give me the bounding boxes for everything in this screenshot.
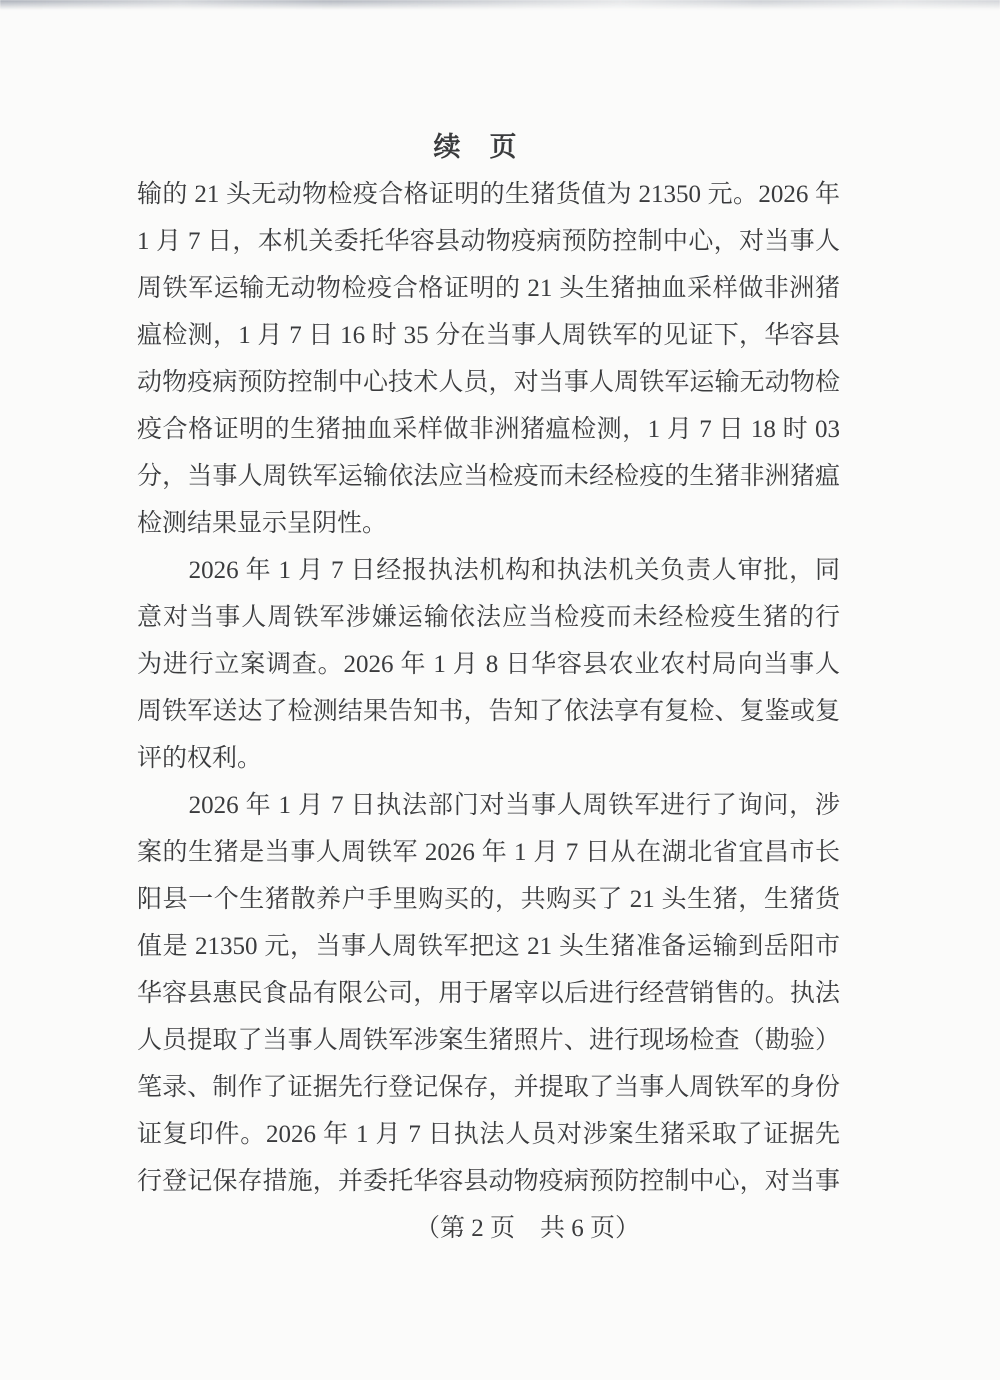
document-text-line: 值是 21350 元，当事人周铁军把这 21 头生猪准备运输到岳阳市 bbox=[137, 933, 840, 960]
document-text-line: 阳县一个生猪散养户手里购买的，共购买了 21 头生猪，生猪货 bbox=[137, 886, 840, 913]
document-text-line: 笔录、制作了证据先行登记保存，并提取了当事人周铁军的身份 bbox=[137, 1074, 840, 1101]
document-text-line: 评的权利。 bbox=[137, 745, 263, 772]
document-text-line: 证复印件。2026 年 1 月 7 日执法人员对涉案生猪采取了证据先 bbox=[137, 1121, 840, 1148]
document-text-line: 2026 年 1 月 7 日经报执法机构和执法机关负责人审批，同 bbox=[137, 557, 840, 584]
document-text-line: 案的生猪是当事人周铁军 2026 年 1 月 7 日从在湖北省宜昌市长 bbox=[137, 839, 840, 866]
document-text-line: 周铁军运输无动物检疫合格证明的 21 头生猪抽血采样做非洲猪 bbox=[137, 275, 840, 302]
document-text-line: 疫合格证明的生猪抽血采样做非洲猪瘟检测，1 月 7 日 18 时 03 bbox=[137, 416, 840, 443]
page-number-footer: （第 2 页 共 6 页） bbox=[414, 1215, 640, 1242]
document-text-line: 动物疫病预防控制中心技术人员，对当事人周铁军运输无动物检 bbox=[137, 369, 840, 396]
document-text-line: 分，当事人周铁军运输依法应当检疫而未经检疫的生猪非洲猪瘟 bbox=[137, 463, 840, 490]
document-text-line: 人员提取了当事人周铁军涉案生猪照片、进行现场检查（勘验） bbox=[137, 1027, 840, 1054]
document-text-line: 行登记保存措施，并委托华容县动物疫病预防控制中心，对当事 bbox=[137, 1168, 840, 1195]
document-body bbox=[137, 171, 840, 1205]
document-text-line: 检测结果显示呈阴性。 bbox=[137, 510, 388, 537]
continuation-page-title: 续 页 bbox=[433, 132, 518, 162]
document-text-line: 1 月 7 日，本机关委托华容县动物疫病预防控制中心，对当事人 bbox=[137, 228, 840, 255]
document-text-line: 为进行立案调查。2026 年 1 月 8 日华容县农业农村局向当事人 bbox=[137, 651, 840, 678]
document-content bbox=[137, 124, 840, 1252]
document-text-line: 2026 年 1 月 7 日执法部门对当事人周铁军进行了询问，涉 bbox=[137, 792, 840, 819]
document-text-line: 华容县惠民食品有限公司，用于屠宰以后进行经营销售的。执法 bbox=[137, 980, 840, 1007]
document-text-line: 意对当事人周铁军涉嫌运输依法应当检疫而未经检疫生猪的行 bbox=[137, 604, 840, 631]
document-text-line: 瘟检测，1 月 7 日 16 时 35 分在当事人周铁军的见证下，华容县 bbox=[137, 322, 840, 349]
document-text-line: 输的 21 头无动物检疫合格证明的生猪货值为 21350 元。2026 年 bbox=[137, 181, 840, 208]
document-text-line: 周铁军送达了检测结果告知书，告知了依法享有复检、复鉴或复 bbox=[137, 698, 840, 725]
scan-artifact-top-edge bbox=[0, 0, 1000, 12]
